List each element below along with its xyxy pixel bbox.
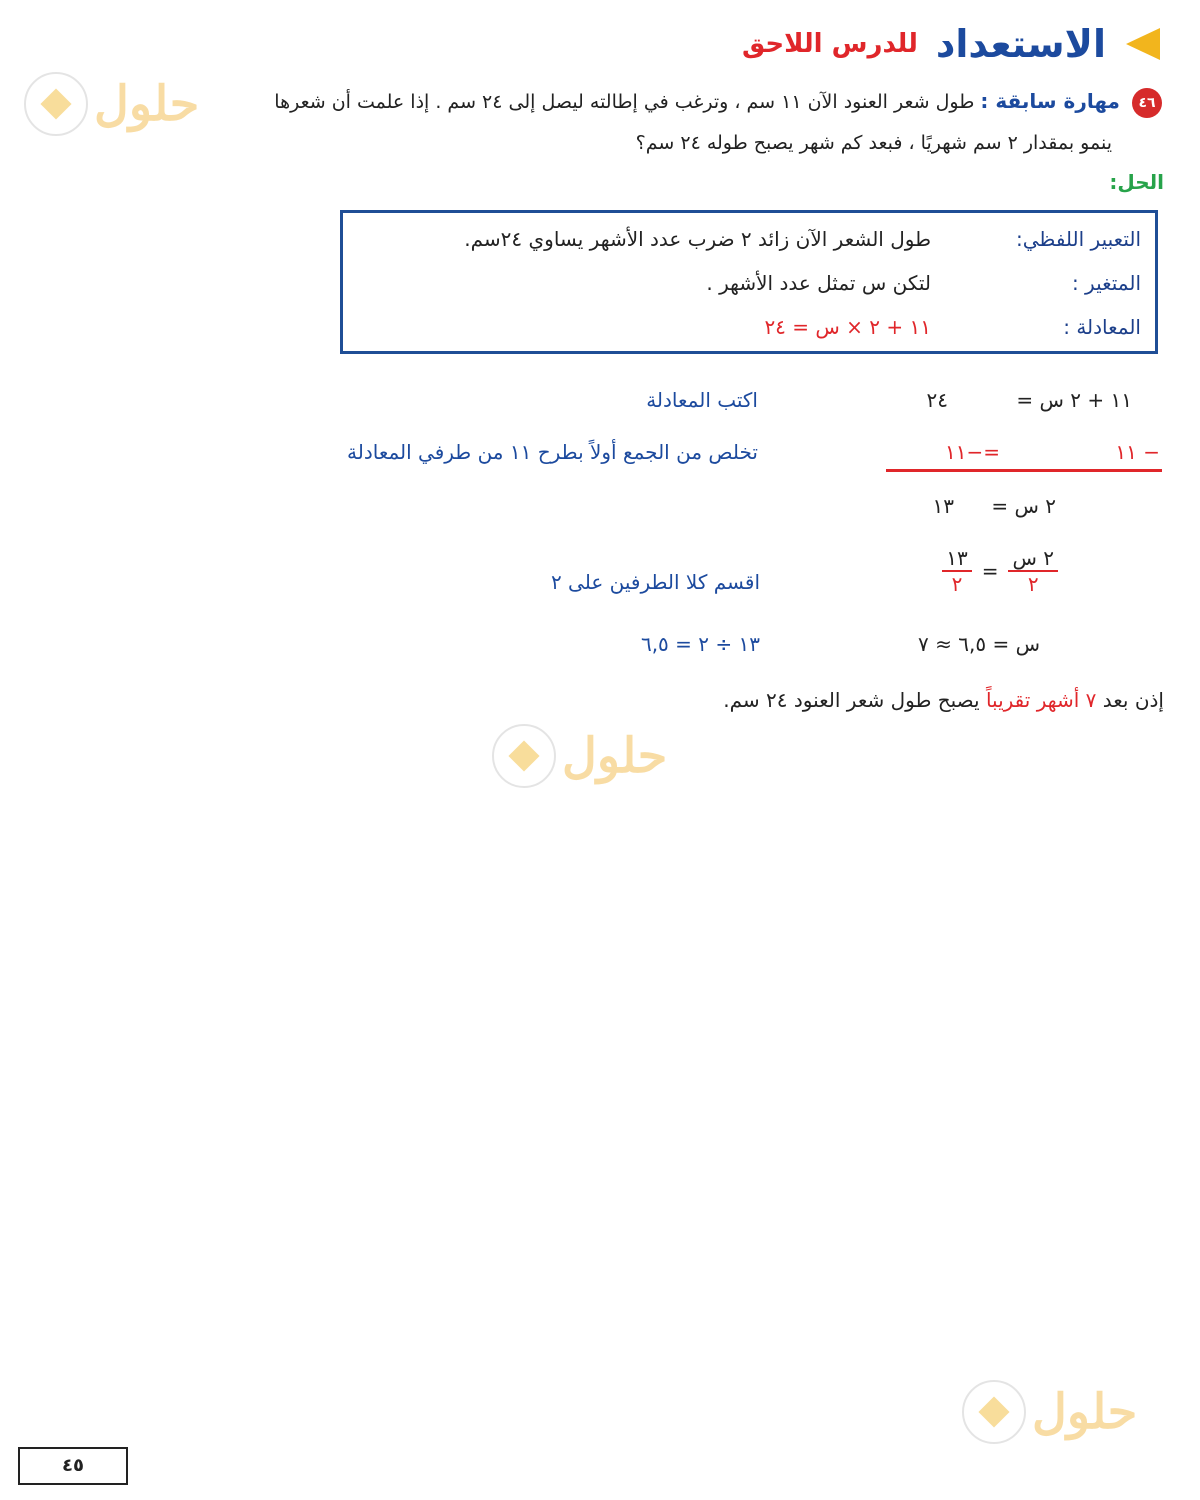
problem-skill-label: مهارة سابقة :	[980, 89, 1120, 113]
watermark-logo	[492, 724, 667, 788]
fraction-right: $\frac{١٣}{٢}$	[942, 546, 971, 596]
page-number: ٤٥	[18, 1447, 128, 1485]
problem-text-line2: ينمو بمقدار ٢ سم شهريًا ، فبعد كم شهر يصبح طوله ٢٤ سم؟	[635, 132, 1112, 154]
subtract-right: =−١١	[945, 440, 1000, 464]
watermark-logo	[962, 1380, 1137, 1444]
conclusion	[723, 688, 1164, 712]
watermark-text: حلول	[1032, 1384, 1138, 1440]
problem-number-badge: ٤٦	[1132, 88, 1162, 118]
equation-value: ١١ + ٢ × س = ٢٤	[764, 315, 931, 339]
equation-step1-right: ٢٤	[926, 388, 948, 412]
problem-text-line1: طول شعر العنود الآن ١١ سم ، وترغب في إطالته ليصل إلى ٢٤ سم . إذا علمت أن شعرها	[274, 91, 975, 113]
result-equation: س = ٦,٥ ≈ ٧	[918, 632, 1040, 656]
logo-icon	[962, 1380, 1026, 1444]
section-header	[742, 14, 1160, 74]
note-write-equation: اكتب المعادلة	[646, 388, 758, 412]
variable-value: لتكن س تمثل عدد الأشهر .	[706, 271, 931, 295]
conclusion-prefix: إذن بعد	[1102, 688, 1164, 712]
model-box	[340, 210, 1158, 354]
subtraction-line	[886, 469, 1162, 472]
watermark-logo	[24, 72, 199, 136]
equation-step1-left: ١١ + ٢ س =	[1016, 388, 1132, 412]
variable-row	[357, 271, 1141, 295]
conclusion-highlight: ٧ أشهر تقريباً	[985, 688, 1097, 712]
fraction-equals: =	[981, 559, 999, 583]
equation-label: المعادلة :	[1063, 315, 1141, 339]
section-title: الاستعداد	[935, 22, 1106, 66]
logo-icon	[492, 724, 556, 788]
note-subtract: تخلص من الجمع أولاً بطرح ١١ من طرفي المعادلة	[347, 440, 758, 464]
conclusion-suffix: يصبح طول شعر العنود ٢٤ سم.	[723, 688, 980, 712]
note-divide: اقسم كلا الطرفين على ٢	[550, 570, 760, 594]
fraction-left: $\frac{\text{٢ س}}{٢}$	[1008, 546, 1058, 596]
watermark-text: حلول	[562, 728, 668, 784]
calc-note: ١٣ ÷ ٢ = ٦,٥	[640, 632, 760, 656]
arrow-icon	[1126, 28, 1160, 60]
subtract-left: − ١١	[1115, 440, 1160, 464]
fraction-equation	[942, 546, 1058, 596]
equation-row	[357, 315, 1141, 339]
section-subtitle: للدرس اللاحق	[741, 29, 918, 59]
equation-step2-left: ٢ س =	[991, 494, 1056, 518]
problem-statement	[62, 86, 1162, 118]
equation-step2-right: ١٣	[932, 494, 954, 518]
verbal-expression-value: طول الشعر الآن زائد ٢ ضرب عدد الأشهر يساوي ٢٤سم.	[464, 227, 931, 251]
verbal-expression-row	[357, 227, 1141, 251]
solution-label: الحل:	[1109, 170, 1164, 194]
watermark-text: حلول	[94, 76, 200, 132]
logo-icon	[24, 72, 88, 136]
variable-label: المتغير :	[1071, 271, 1141, 295]
verbal-expression-label: التعبير اللفظي:	[1016, 227, 1141, 251]
